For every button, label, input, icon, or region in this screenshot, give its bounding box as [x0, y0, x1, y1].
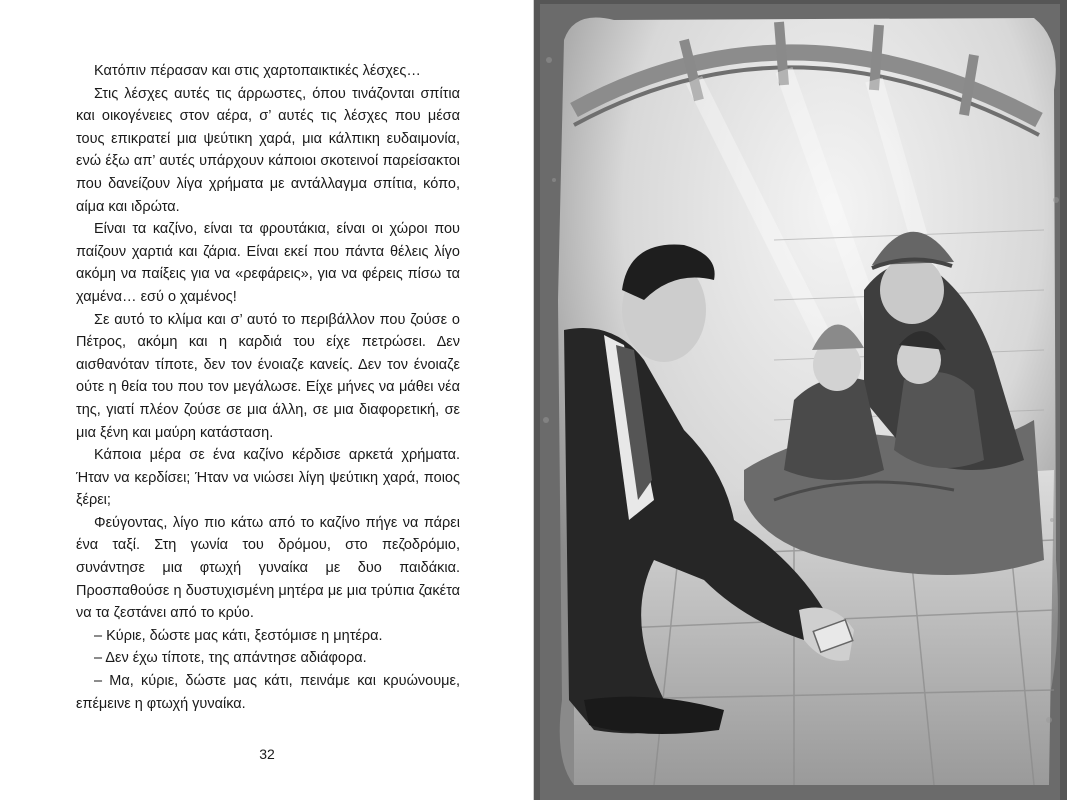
dialogue-line-1: – Κύριε, δώστε μας κάτι, ξεστόμισε η μητέρα. — [94, 627, 383, 644]
page-number: 32 — [259, 746, 275, 762]
paragraph-6: Φεύγοντας, λίγο πιο κάτω από το καζίνο πήγε να πάρει ένα ταξί. Στη γωνία του δρόμου, στο πεζοδρόμιο, συνάντησε μια φτωχή γυναίκα με δυο παιδάκια. Προσπαθούσε η δυστυχισμένη μητέρα με μια τρύπια ζακέτα να τα ζεστάνει από το κρύο. — [76, 514, 460, 622]
dialogue-line-3: – Μα, κύριε, δώστε μας κάτι, πεινάμε και κρυώνουμε, επέμεινε η φτωχή γυναίκα. — [76, 673, 460, 712]
page-text — [76, 60, 460, 715]
paragraph-2: Στις λέσχες αυτές τις άρρωστες, όπου τινάζονται σπίτια και οικογένειες στον αέρα, σ’ αυτές τις λέσχες που μέσα τους επικρατεί μια ψεύτικη χαρά, μια κάλπικη ευδαιμονία, ενώ έξω απ’ αυτές υπάρχουν κάποιοι σκοτεινοί παρείσακτοι που δανείζουν λίγα χρήματα με αντάλλαγμα σπίτια, κόπο, αίμα και ιδρώτα. — [76, 85, 460, 215]
dialogue-line-2: – Δεν έχω τίποτε, της απάντησε αδιάφορα. — [94, 650, 367, 667]
man-giving-to-mother-and-children-illustration — [534, 0, 1067, 800]
paragraph-1: Κατόπιν πέρασαν και στις χαρτοπαικτικές λέσχες… — [94, 63, 421, 79]
paragraph-5: Κάποια μέρα σε ένα καζίνο κέρδισε αρκετά χρήματα. Ήταν να κερδίσει; Ήταν να νιώσει λίγη ψεύτικη χαρά, ποιος ξέρει; — [76, 447, 460, 509]
right-page — [534, 0, 1067, 800]
paragraph-3: Είναι τα καζίνο, είναι τα φρουτάκια, είναι οι χώροι που παίζουν χαρτιά και ζάρια. Είναι εκεί που πάντα θέλεις λίγο ακόμη να παίξεις για να «ρεφάρεις», για να φέρεις πίσω τα χαμένα… εσύ ο χαμένος! — [76, 221, 460, 305]
paragraph-4: Σε αυτό το κλίμα και σ’ αυτό το περιβάλλον που ζούσε ο Πέτρος, ακόμη και η καρδιά του είχε πετρώσει. Δεν αισθανόταν τίποτε, δεν τον ένοιαζε κανείς. Δεν τον ένοιαζε ούτε η θεία του που τον μεγάλωσε. Είχε μήνες να μάθει νέα της, γιατί πλέον ζούσε σε μια άλλη, σε μια διαφορετική, σε μια ξένη και μαύρη κατάσταση. — [76, 311, 460, 441]
